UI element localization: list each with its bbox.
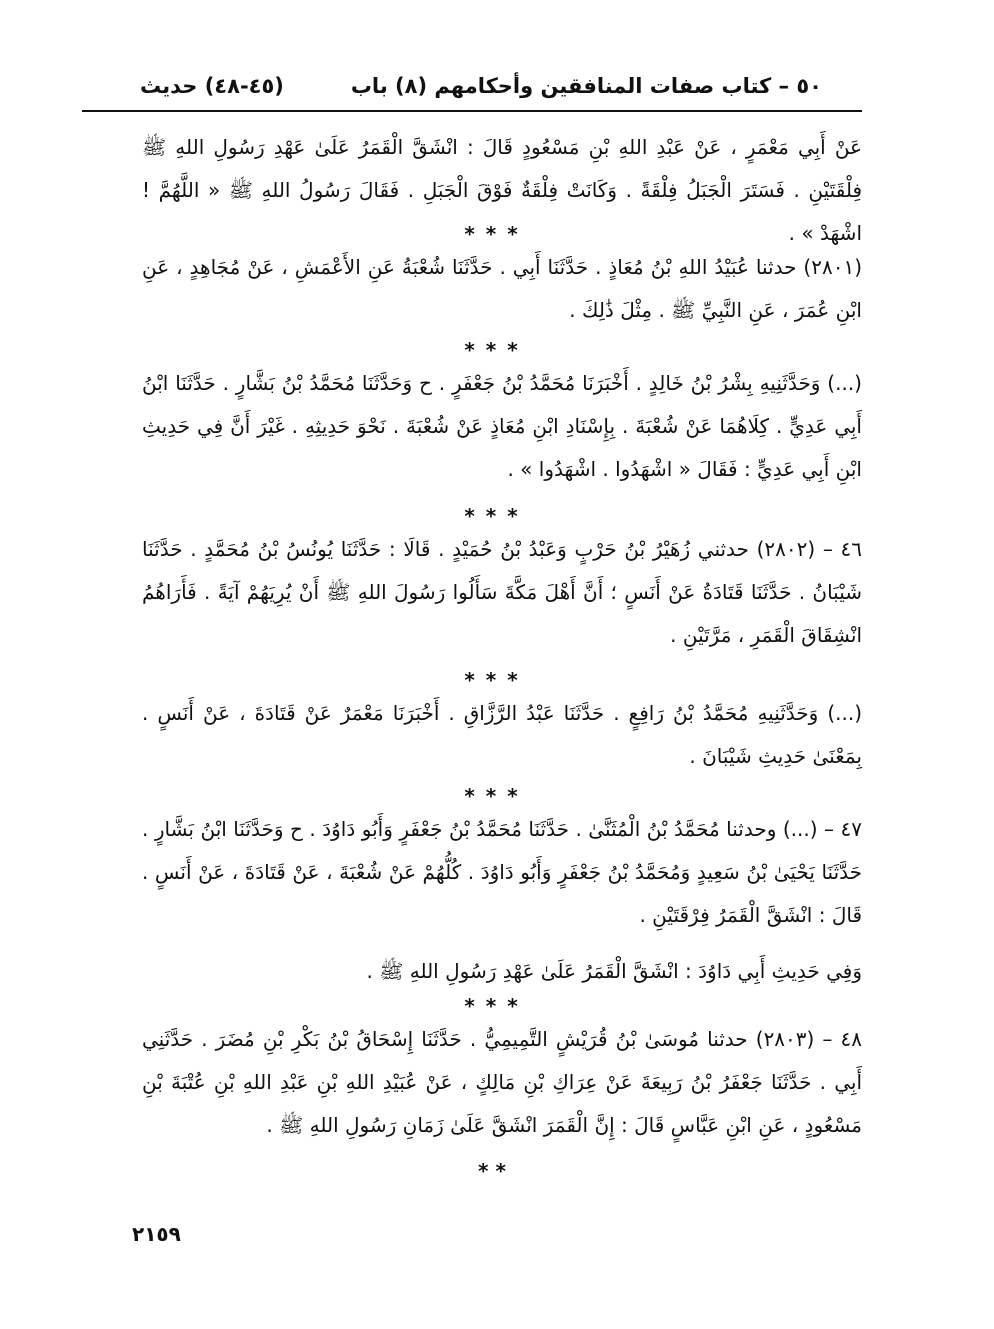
section-separator: * * * [464,784,520,808]
section-separator: * * * [464,338,520,362]
hadith-text: وَفِي حَدِيثِ أَبِي دَاوُدَ : انْشَقَّ الْقَمَرُ عَلَىٰ عَهْدِ رَسُولِ اللهِ ﷺ . [366,959,862,983]
hadith-text: عَنْ أَبِي مَعْمَرٍ ، عَنْ عَبْدِ اللهِ بْنِ مَسْعُودٍ قَالَ : انْشَقَّ الْقَمَرُ عَلَىٰ عَهْدِ رَسُولِ اللهِ ﷺ فِلْقَتَيْنِ . فَسَتَرَ الْجَبَلُ فِلْقَةً . وَكَانَتْ فِلْقَةٌ فَوْقَ الْجَبَلِ . فَقَالَ رَسُولُ اللهِ ﷺ « اللَّهُمَّ ! اشْهَدْ » . [142,135,862,245]
hadith-block-2801-b [142,362,862,491]
hadith-text: ٤٨ – (٢٨٠٣) حدثنا مُوسَىٰ بْنُ قُرَيْشٍ التَّمِيمِيُّ . حَدَّثَنَا إِسْحَاقُ بْنُ بَكْرِ بْنِ مُضَرَ . حَدَّثَنِي أَبِي . حَدَّثَنَا جَعْفَرُ بْنُ رَبِيعَةَ عَنْ عِرَاكِ بْنِ مَالِكٍ ، عَنْ عُبَيْدِ اللهِ بْنِ عَبْدِ اللهِ بْنِ عُتْبَةَ بْنِ مَسْعُودٍ ، عَنِ ابْنِ عَبَّاسٍ قَالَ : إِنَّ الْقَمَرَ انْشَقَّ عَلَىٰ زَمَانِ رَسُولِ اللهِ ﷺ . [142,1027,862,1137]
hadith-text: (...) وَحَدَّثَنِيهِ بِشْرُ بْنُ خَالِدٍ . أَخْبَرَنَا مُحَمَّدُ بْنُ جَعْفَرٍ . ح وَحَدَّثَنَا مُحَمَّدُ بْنُ بَشَّارٍ . حَدَّثَنَا ابْنُ أَبِي عَدِيٍّ . كِلَاهُمَا عَنْ شُعْبَةَ . بِإِسْنَادِ ابْنِ مُعَاذٍ عَنْ شُعْبَةَ . نَحْوَ حَدِيثِهِ . غَيْرَ أَنَّ فِي حَدِيثِ ابْنِ أَبِي عَدِيٍّ : فَقَالَ « اشْهَدُوا . اشْهَدُوا » . [142,371,862,481]
hadith-text: ٤٧ – (...) وحدثنا مُحَمَّدُ بْنُ الْمُثَنَّىٰ . حَدَّثَنَا مُحَمَّدُ بْنُ جَعْفَرٍ وَأَبُو دَاوُدَ . ح وَحَدَّثَنَا ابْنُ بَشَّارٍ . حَدَّثَنَا يَحْيَىٰ بْنُ سَعِيدٍ وَمُحَمَّدُ بْنُ جَعْفَرٍ وَأَبُو دَاوُدَ . كُلُّهُمْ عَنْ شُعْبَةَ ، عَنْ قَتَادَةَ ، عَنْ أَنَسٍ . قَالَ : انْشَقَّ الْقَمَرُ فِرْقَتَيْنِ . [142,817,862,927]
header-hadith-range: (٤٥-٤٨) حديث [140,74,284,98]
section-separator: * * * [464,994,520,1018]
hadith-block-48 [142,1018,862,1147]
end-mark: * * [478,1159,506,1183]
hadith-block-47 [142,808,862,937]
hadith-block-46-b [142,692,862,778]
hadith-text: ٤٦ – (٢٨٠٢) حدثني زُهَيْرُ بْنُ حَرْبٍ وَعَبْدُ بْنُ حُمَيْدٍ . قَالَا : حَدَّثَنَا يُونُسُ بْنُ مُحَمَّدٍ . حَدَّثَنَا شَيْبَانُ . حَدَّثَنَا قَتَادَةُ عَنْ أَنَسٍ ؛ أَنَّ أَهْلَ مَكَّةَ سَأَلُوا رَسُولَ اللهِ ﷺ أَنْ يُرِيَهُمْ آيَةً . فَأَرَاهُمُ انْشِقَاقَ الْقَمَرِ ، مَرَّتَيْنِ . [142,537,862,647]
page-number: ٢١٥٩ [132,1222,181,1246]
hadith-block-46 [142,528,862,657]
section-separator: * * * [464,668,520,692]
hadith-text: (٢٨٠١) حدثنا عُبَيْدُ اللهِ بْنُ مُعَاذٍ . حَدَّثَنَا أَبِي . حَدَّثَنَا شُعْبَةُ عَنِ الأَعْمَشِ ، عَنْ مُجَاهِدٍ ، عَنِ ابْنِ عُمَرَ ، عَنِ النَّبِيِّ ﷺ . مِثْلَ ذَٰلِكَ . [142,255,862,322]
header-rule [82,110,862,112]
header-chapter-title: ٥٠ – كتاب صفات المنافقين وأحكامهم (٨) باب [350,74,822,98]
running-header [82,74,822,110]
section-separator: * * * [464,504,520,528]
hadith-block-2801 [142,246,862,332]
section-separator: * * * [464,222,520,246]
hadith-text: (...) وَحَدَّثَنِيهِ مُحَمَّدُ بْنُ رَافِعٍ . حَدَّثَنَا عَبْدُ الرَّزَّاقِ . أَخْبَرَنَا مَعْمَرٌ عَنْ قَتَادَةَ ، عَنْ أَنَسٍ . بِمَعْنَىٰ حَدِيثِ شَيْبَانَ . [142,701,862,768]
hadith-block-47-note [142,950,862,993]
